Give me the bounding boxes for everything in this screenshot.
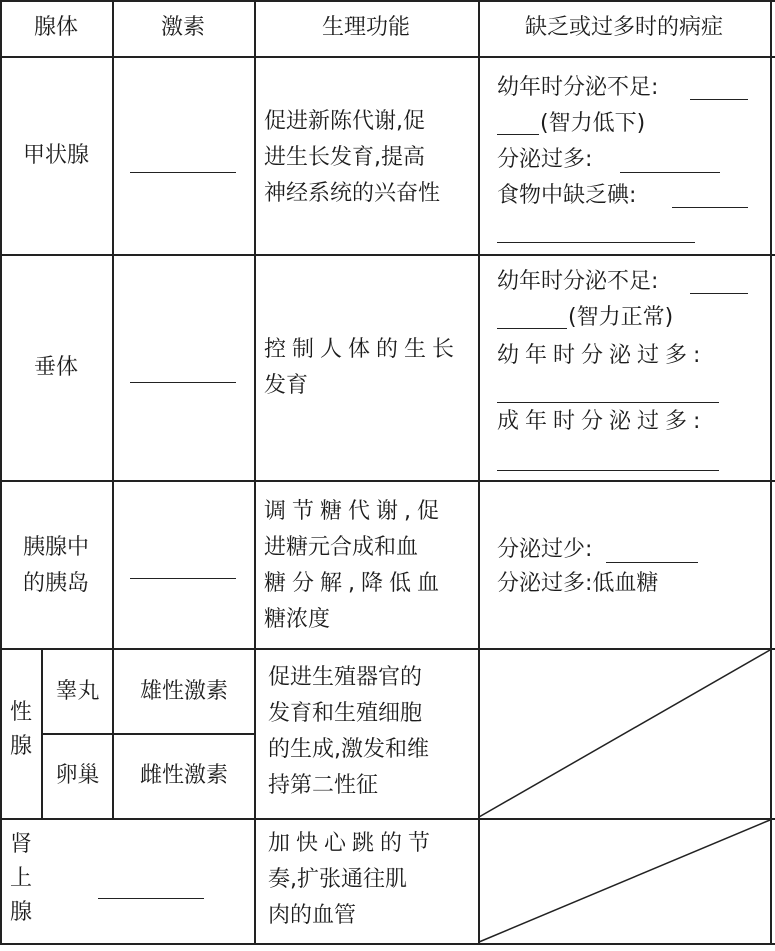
gland-pituitary: 垂体 <box>33 355 78 380</box>
answer-blank <box>497 242 695 243</box>
hormone-ovary: 雌性激素 <box>139 763 228 788</box>
function-line: 发育 <box>264 373 309 398</box>
answer-blank <box>672 207 748 208</box>
answer-blank <box>690 293 748 294</box>
answer-blank <box>606 562 698 563</box>
disease-line: 幼年时分泌不足: <box>497 75 659 100</box>
function-line: 奏,扩张通往肌 <box>268 867 407 892</box>
disease-line: 分泌过少: <box>497 537 593 562</box>
gland-pancreas: 的胰岛 <box>22 571 89 596</box>
function-line: 神经系统的兴奋性 <box>264 181 441 206</box>
hormone-testis: 雄性激素 <box>139 679 228 704</box>
function-line: 肉的血管 <box>268 903 357 928</box>
function-line: 糖分解,降低血 <box>264 571 445 596</box>
disease-line: 成年时分泌过多: <box>497 409 707 434</box>
gland-adrenal: 肾上腺 <box>9 832 32 925</box>
answer-blank <box>620 172 720 173</box>
diagonal-gonad <box>479 650 770 817</box>
gland-testis: 睾丸 <box>55 679 100 704</box>
answer-blank <box>497 402 719 403</box>
gland-gonad: 性腺 <box>9 700 32 759</box>
diagonal-adrenal <box>479 820 770 942</box>
gland-ovary: 卵巢 <box>55 763 100 788</box>
function-line: 的生成,激发和维 <box>268 737 429 762</box>
disease-line: (智力正常) <box>568 305 674 330</box>
answer-blank <box>497 134 539 135</box>
gland-thyroid: 甲状腺 <box>22 143 89 168</box>
answer-blank <box>497 470 719 471</box>
function-line: 促进生殖器官的 <box>268 665 423 690</box>
answer-blank <box>497 328 567 329</box>
header-hormone: 激素 <box>160 15 205 40</box>
disease-line: 幼年时分泌过多: <box>497 343 707 368</box>
header-disease: 缺乏或过多时的病症 <box>524 15 723 40</box>
answer-blank <box>130 382 236 383</box>
function-line: 加快心跳的节 <box>268 831 437 856</box>
function-line: 调节糖代谢,促 <box>264 499 445 524</box>
disease-line: 分泌过多: <box>497 147 593 172</box>
answer-blank <box>130 578 236 579</box>
function-line: 发育和生殖细胞 <box>268 701 423 726</box>
answer-blank <box>98 898 204 899</box>
answer-blank <box>130 172 236 173</box>
function-line: 促进新陈代谢,促 <box>264 109 425 134</box>
header-gland: 腺体 <box>33 15 78 40</box>
header-function: 生理功能 <box>321 15 410 40</box>
answer-blank <box>690 99 748 100</box>
function-line: 进糖元合成和血 <box>264 535 419 560</box>
disease-line: 食物中缺乏碘: <box>497 183 637 208</box>
disease-line: (智力低下) <box>540 111 646 136</box>
disease-line: 分泌过多:低血糖 <box>497 571 659 596</box>
function-line: 持第二性征 <box>268 773 379 798</box>
function-line: 进生长发育,提高 <box>264 145 425 170</box>
disease-line: 幼年时分泌不足: <box>497 269 659 294</box>
function-line: 控制人体的生长 <box>264 337 461 362</box>
function-line: 糖浓度 <box>264 607 331 632</box>
gland-pancreas: 胰腺中 <box>22 535 89 560</box>
